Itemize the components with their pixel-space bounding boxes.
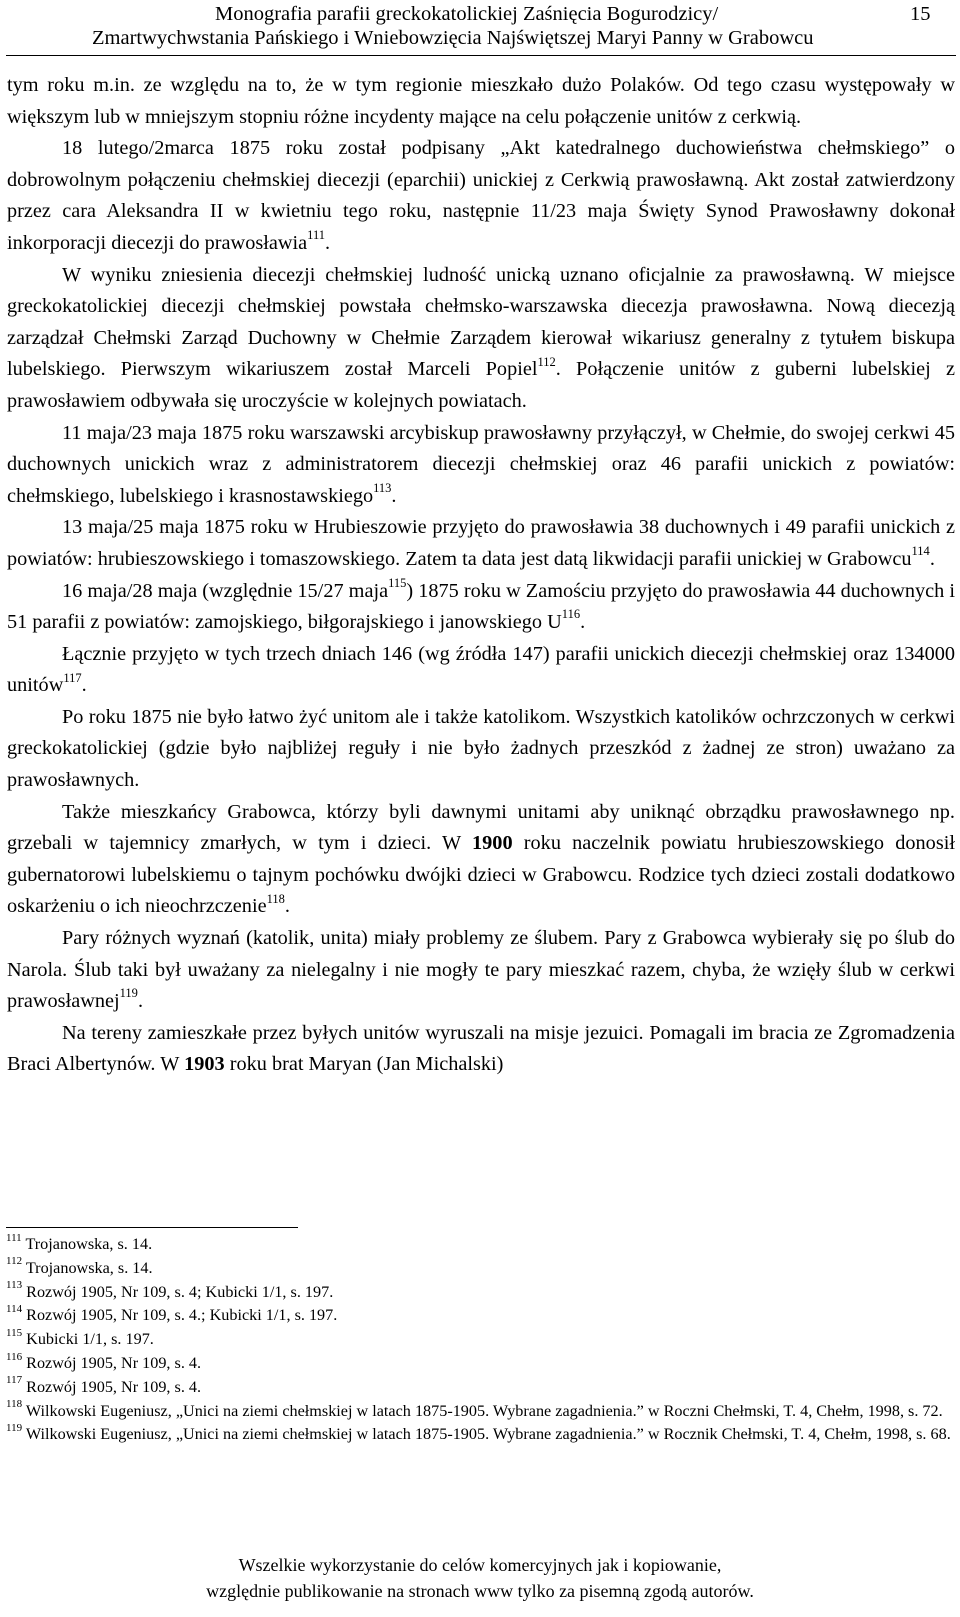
- footnote-reference: 119: [119, 986, 138, 1001]
- text-run: 18 lutego/2marca 1875 roku został podpisany „Akt katedralnego duchowieństwa chełmskiego” o dobrowolnym połączeniu chełmskiej diecezji (eparchii) unickiej z Cerkwią prawosławną. Akt został zatwierdzony przez cara Aleksandra II w kwietniu tego roku, następnie 11/23 maja Święty Synod Prawosławny dokonał inkorporacji diecezji do prawosławia: [7, 137, 955, 254]
- footnote-reference: 114: [911, 544, 930, 559]
- text-run: W wyniku zniesienia diecezji chełmskiej ludność unicką uznano oficjalnie za prawosławną. W miejsce greckokatolickiej diecezji chełmskiej powstała chełmsko-warszawska diecezja prawosławna. Nową diecezją zarządzał Chełmski Zarząd Duchowny w Chełmie Zarządem kierował wikariusz generalny z tytułem biskupa lubelskiego. Pierwszym wikariuszem został Marceli Popiel: [7, 263, 955, 381]
- text-run: Łącznie przyjęto w tych trzech dniach 146 (wg źródła 147) parafii unickich diecezji chełmskiej oraz 134000 unitów: [7, 642, 955, 697]
- paragraph: [7, 133, 955, 259]
- footnote-reference: 116: [561, 607, 581, 622]
- footnote-text: Trojanowska, s. 14.: [25, 1235, 153, 1253]
- bold-year: 1903: [184, 1053, 225, 1076]
- header-title-line-2: Zmartwychwstania Pańskiego i Wniebowzięcia Najświętszej Maryi Panny w Grabowcu: [92, 27, 814, 49]
- text-run: .: [81, 674, 87, 697]
- text-run: .: [325, 231, 331, 254]
- footnote: [6, 1400, 954, 1424]
- footnote: [6, 1376, 954, 1400]
- footnote-text: Rozwój 1905, Nr 109, s. 4.; Kubicki 1/1, s. 197.: [26, 1306, 338, 1325]
- paragraph: [7, 70, 955, 133]
- paragraph: [7, 418, 955, 513]
- paragraph: [7, 639, 955, 702]
- text-run: .: [137, 990, 144, 1013]
- footnote-text: Wilkowski Eugeniusz, „Unici na ziemi chełmskiej w latach 1875-1905. Wybrane zagadnienia.” w Roczni Chełmski, T. 4, Chełm, 1998, s. 72.: [25, 1401, 943, 1420]
- footnote-text: Rozwój 1905, Nr 109, s. 4; Kubicki 1/1, s. 197.: [26, 1282, 334, 1301]
- paragraph: [7, 797, 955, 923]
- footnote-reference: 113: [373, 480, 392, 495]
- footnote-number: 118: [6, 1398, 23, 1411]
- text-run: Także mieszkańcy Grabowca, którzy byli dawnymi unitami aby uniknąć obrządku prawosławnego np. grzebali w tajemnicy zmarłych, w tym i dzieci. W: [7, 800, 955, 855]
- text-run: .: [580, 611, 586, 634]
- text-run: Na tereny zamieszkałe przez byłych unitów wyruszali na misje jezuici. Pomagali im bracia ze Zgromadzenia Braci Albertynów. W: [7, 1021, 955, 1076]
- bold-year: 1900: [472, 832, 513, 855]
- footnote-number: 112: [6, 1255, 23, 1268]
- body-text: [7, 70, 955, 1081]
- text-run: . Połączenie unitów z guberni lubelskiej z prawosławiem odbywała się uroczyście w kolejnych powiatach.: [7, 358, 955, 412]
- text-run: Pary różnych wyznań (katolik, unita) miały problemy ze ślubem. Pary z Grabowca wybierały się po ślub do Narola. Ślub taki był uważany za nielegalny i nie mogły te pary mieszkać razem, chyba, że wzięły ślub w cerkwi prawosławnej: [7, 927, 955, 1013]
- footer-line-2: względnie publikowanie na stronach www tylko za pisemną zgodą autorów.: [206, 1581, 754, 1601]
- header-title-line-1: Monografia parafii greckokatolickiej Zaśnięcia Bogurodzicy/: [215, 3, 719, 25]
- footnote-text: Rozwój 1905, Nr 109, s. 4.: [26, 1377, 202, 1396]
- footnote: [6, 1257, 954, 1281]
- text-run: 16 maja/28 maja (względnie 15/27 maja: [62, 579, 389, 602]
- paragraph: [7, 512, 955, 575]
- footnote-reference: 111: [307, 228, 325, 243]
- footnote-separator: [6, 1227, 298, 1228]
- header-rule: [6, 55, 956, 56]
- footnote-number: 116: [6, 1350, 23, 1363]
- footer-line-1: Wszelkie wykorzystanie do celów komercyjnych jak i kopiowanie,: [238, 1555, 722, 1575]
- text-run: tym roku m.in. ze względu na to, że w tym regionie mieszkało dużo Polaków. Od tego czasu występowały w większym lub w mniejszym stopniu różne incydenty mające na celu połączenie unitów z cerkwią.: [7, 74, 955, 128]
- running-header: [0, 0, 960, 62]
- footnote-reference: 118: [266, 891, 285, 906]
- text-run: .: [284, 895, 290, 918]
- footnote-number: 111: [6, 1231, 22, 1244]
- footnote-number: 115: [6, 1326, 23, 1339]
- footnote-text: Rozwój 1905, Nr 109, s. 4.: [26, 1353, 202, 1372]
- text-run: roku brat Maryan (Jan Michalski): [224, 1053, 504, 1076]
- text-run: 11 maja/23 maja 1875 roku warszawski arcybiskup prawosławny przyłączył, w Chełmie, do swojej cerkwi 45 duchownych unickich wraz z administratorem diecezji chełmskiej oraz 46 parafii unickich z powiatów: chełmskiego, lubelskiego i krasnostawskiego: [7, 421, 955, 507]
- footnote-number: 117: [6, 1374, 23, 1387]
- text-run: roku naczelnik powiatu hrubieszowskiego donosił gubernatorowi lubelskiemu o tajnym pochówku dwójki dzieci w Grabowcu. Rodzice tych dzieci zostali dodatkowo oskarżeniu o ich nieochrzczenie: [7, 832, 955, 918]
- footnote-reference: 117: [63, 670, 82, 685]
- paragraph: [7, 702, 955, 797]
- footnote-text: Trojanowska, s. 14.: [25, 1258, 153, 1277]
- footnote: [6, 1304, 954, 1328]
- text-run: ) 1875 roku w Zamościu przyjęto do prawosławia 44 duchownych i 51 parafii z powiatów: zamojskiego, biłgorajskiego i janowskiego U: [7, 579, 955, 634]
- page-footer: [0, 1552, 960, 1604]
- paragraph: [7, 260, 955, 418]
- footnote: [6, 1328, 954, 1352]
- footnote: [6, 1281, 954, 1305]
- footnote-reference: 115: [388, 575, 407, 590]
- text-run: .: [929, 547, 935, 570]
- footnote: [6, 1352, 954, 1376]
- text-run: .: [391, 484, 397, 507]
- text-run: Po roku 1875 nie było łatwo żyć unitom ale i także katolikom. Wszystkich katolików ochrzczonych w cerkwi greckokatolickiej (gdzie było najbliżej reguły i nie było żadnych przeszkód z żadnej ze stron) uważano za prawosławnych.: [7, 705, 955, 792]
- paragraph: [7, 576, 955, 639]
- footnotes: [6, 1233, 954, 1447]
- footnote-text: Kubicki 1/1, s. 197.: [26, 1330, 154, 1349]
- paragraph: [7, 1018, 955, 1081]
- paragraph: [7, 923, 955, 1018]
- footnote-number: 113: [6, 1279, 23, 1292]
- text-run: 13 maja/25 maja 1875 roku w Hrubieszowie przyjęto do prawosławia 38 duchownych i 49 parafii unickich z powiatów: hrubieszowskiego i tomaszowskiego. Zatem ta data jest datą likwidacji parafii unickiej w Grabowcu: [7, 516, 955, 570]
- footnote-number: 119: [6, 1421, 23, 1434]
- footnote-number: 114: [6, 1303, 23, 1315]
- footnote-text: Wilkowski Eugeniusz, „Unici na ziemi chełmskiej w latach 1875-1905. Wybrane zagadnienia.” w Rocznik Chełmski, T. 4, Chełm, 1998, s. 68.: [25, 1425, 951, 1444]
- footnote-reference: 112: [537, 354, 556, 369]
- footnote: [6, 1423, 954, 1447]
- page-number: 15: [910, 3, 931, 25]
- footnote: [6, 1233, 954, 1257]
